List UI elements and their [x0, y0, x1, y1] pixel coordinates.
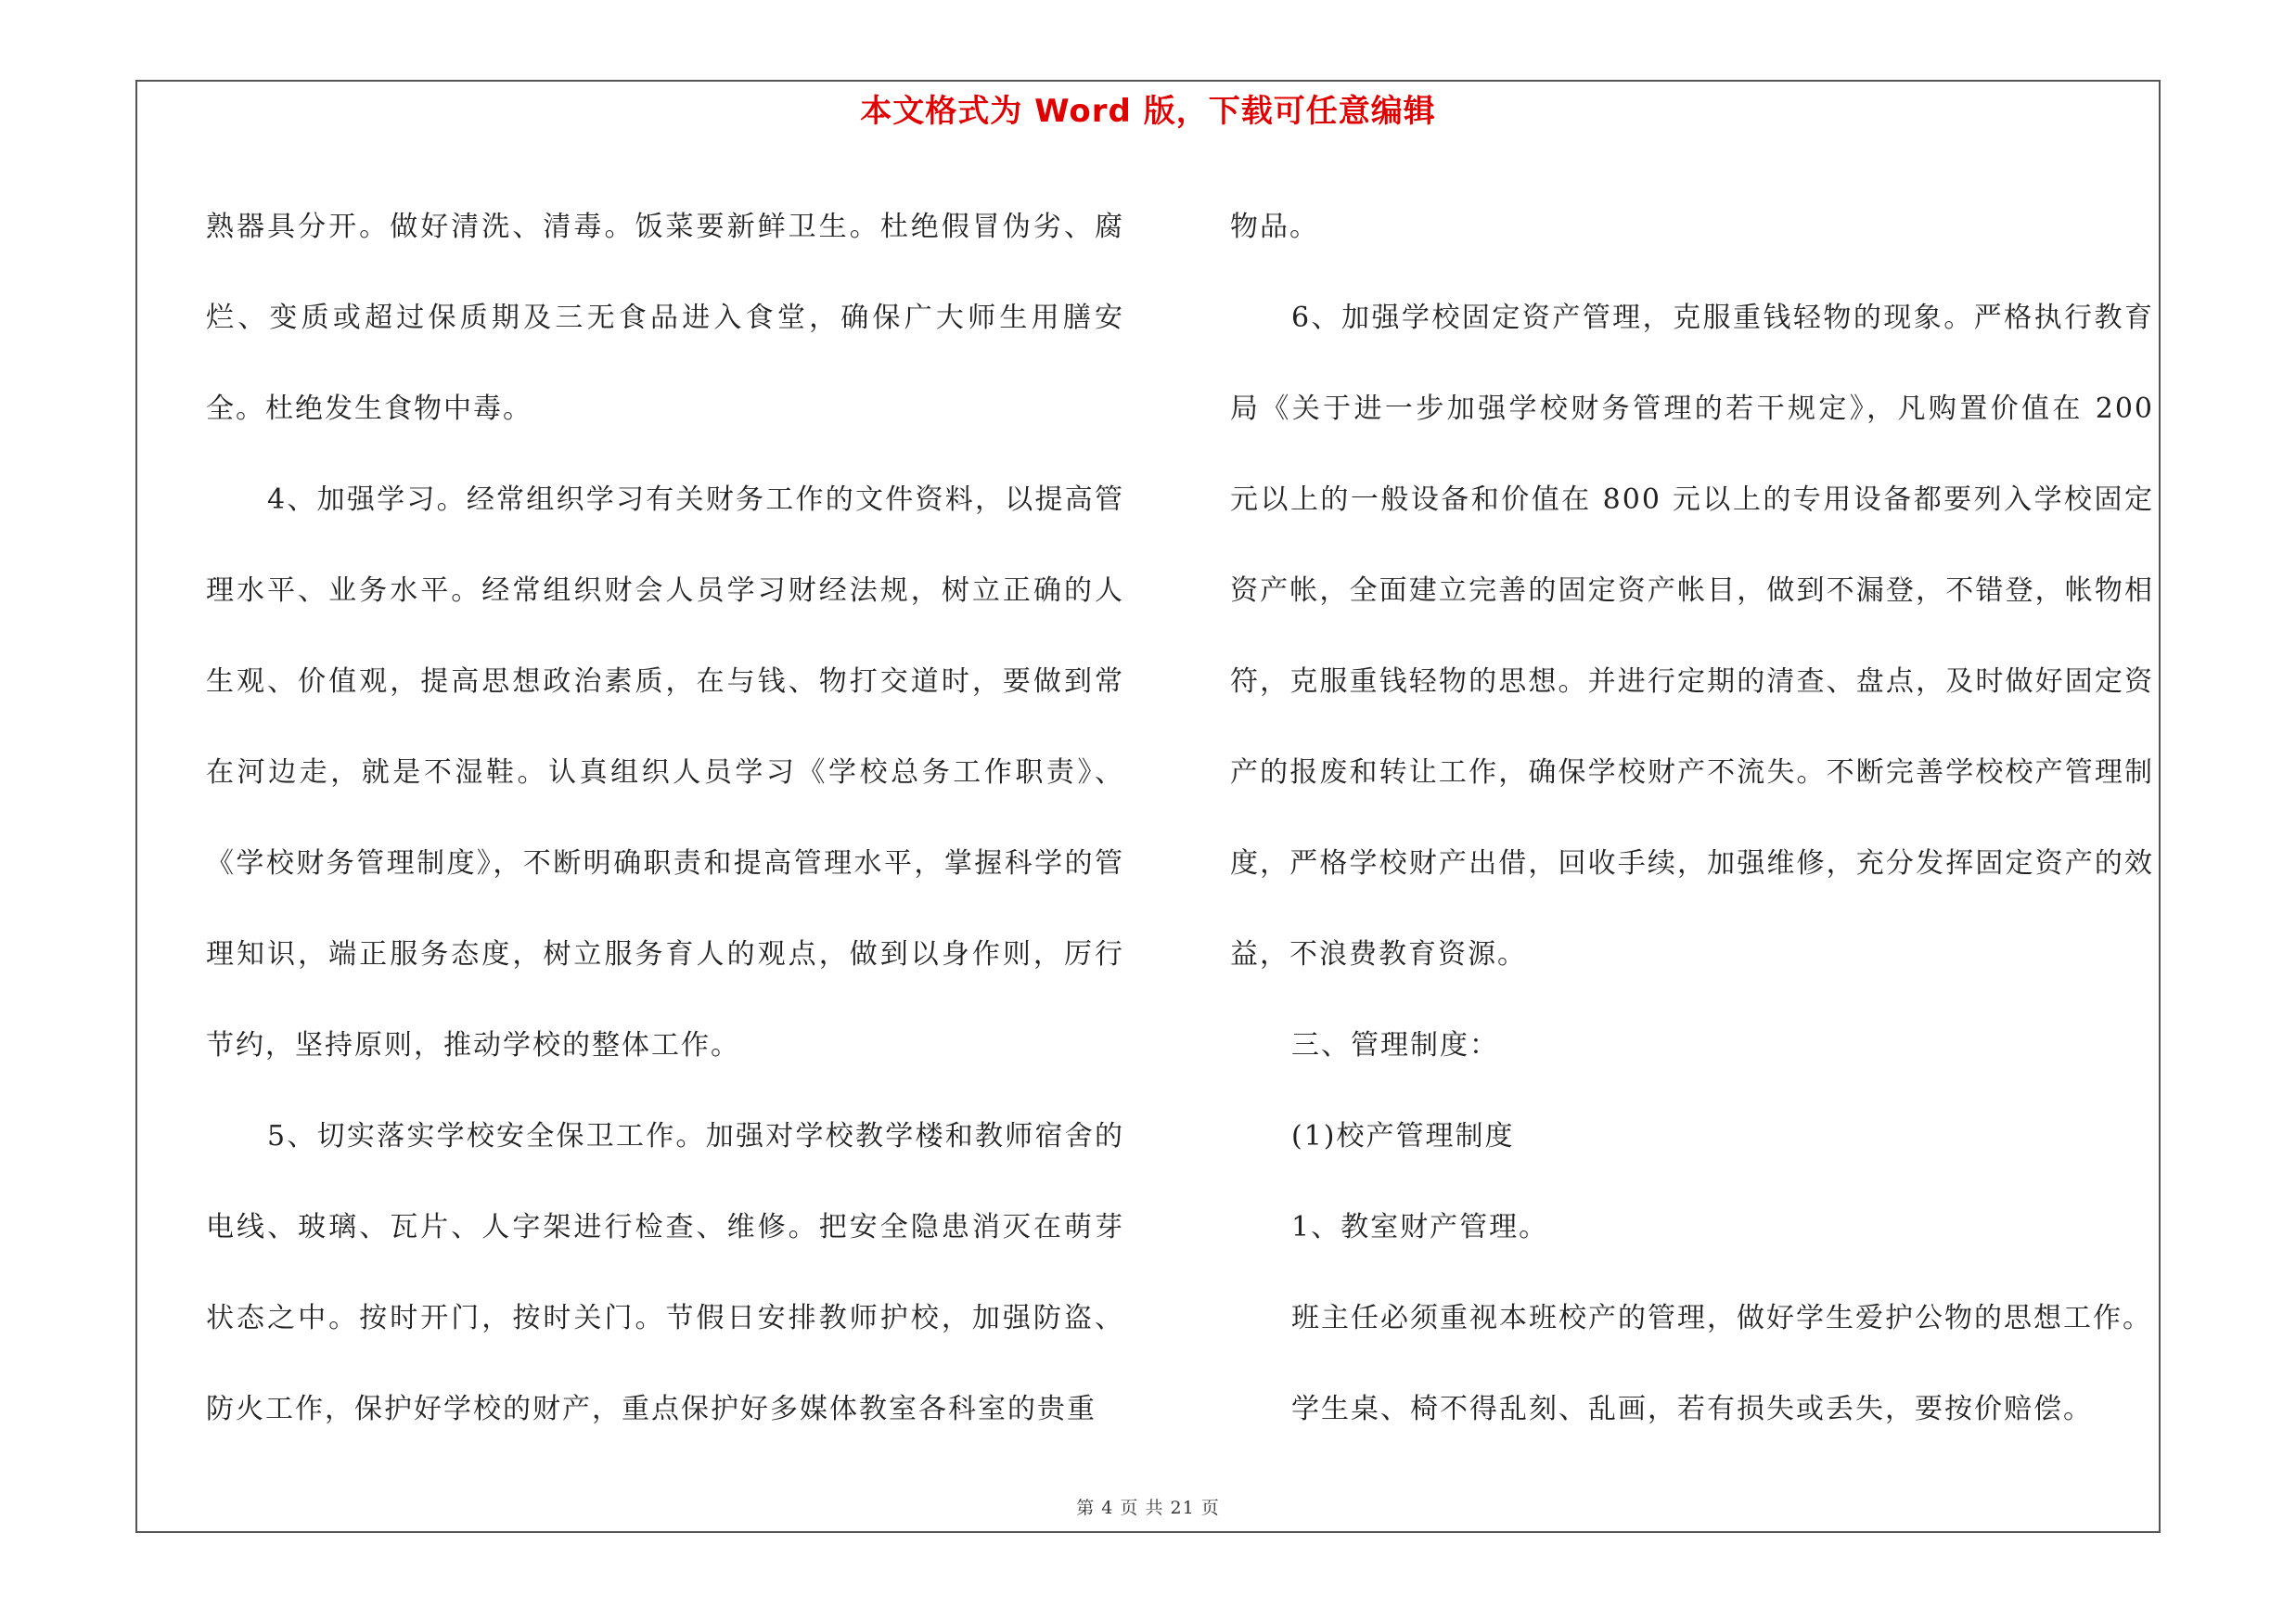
paragraph-body: 班主任必须重视本班校产的管理，做好学生爱护公物的思想工作。 — [1291, 1302, 2152, 1334]
page-number: 第 4 页 共 21 页 — [1076, 1498, 1220, 1518]
left-text-column — [206, 182, 1124, 1455]
paragraph-body: 学生桌、椅不得乱刻、乱画，若有损失或丢失，要按价赔偿。 — [1291, 1393, 2093, 1425]
subsection-heading: (1)校产管理制度 — [1291, 1120, 1515, 1153]
paragraph-item-6: 6、加强学校固定资产管理，克服重钱轻物的现象。严格执行教育局《关于进一步加强学校财务管理的若干规定》，凡购置价值在 200 元以上的一般设备和价值在 800 元以上的专用设备都要列入学校固定资产帐，全面建立完善的固定资产帐目，做到不漏登，不错登，帐物相符，克服重钱轻物的思想。并进行定期的清查、盘点，及时做好固定资产的报废和转让工作，确保学校财产不流失。不断完善学校校产管理制度，严格学校财产出借，回收手续，加强维修，充分发挥固定资产的效益，不浪费教育资源。 — [1230, 302, 2154, 971]
page-banner: 本文格式为 Word 版，下载可任意编辑 — [860, 93, 1436, 130]
paragraph-item-4: 4、加强学习。经常组织学习有关财务工作的文件资料，以提高管理水平、业务水平。经常组织财会人员学习财经法规，树立正确的人生观、价值观，提高思想政治素质，在与钱、物打交道时，要做到常在河边走，就是不湿鞋。认真组织人员学习《学校总务工作职责》、《学校财务管理制度》，不断明确职责和提高管理水平，掌握科学的管理知识，端正服务态度，树立服务育人的观点，做到以身作则，厉行节约，坚持原则，推动学校的整体工作。 — [206, 483, 1124, 1062]
right-text-column — [1230, 182, 2154, 1455]
paragraph-continued: 物品。 — [1230, 211, 1319, 243]
paragraph-item-1: 1、教室财产管理。 — [1291, 1211, 1549, 1243]
section-heading: 三、管理制度： — [1291, 1029, 1499, 1062]
paragraph-item-5: 5、切实落实学校安全保卫工作。加强对学校教学楼和教师宿舍的电线、玻璃、瓦片、人字架进行检查、维修。把安全隐患消灭在萌芽状态之中。按时开门，按时关门。节假日安排教师护校，加强防盗、防火工作，保护好学校的财产，重点保护好多媒体教室各科室的贵重 — [206, 1120, 1124, 1425]
paragraph-continued: 熟器具分开。做好清洗、清毒。饭菜要新鲜卫生。杜绝假冒伪劣、腐烂、变质或超过保质期及三无食品进入食堂，确保广大师生用膳安全。杜绝发生食物中毒。 — [206, 211, 1124, 425]
